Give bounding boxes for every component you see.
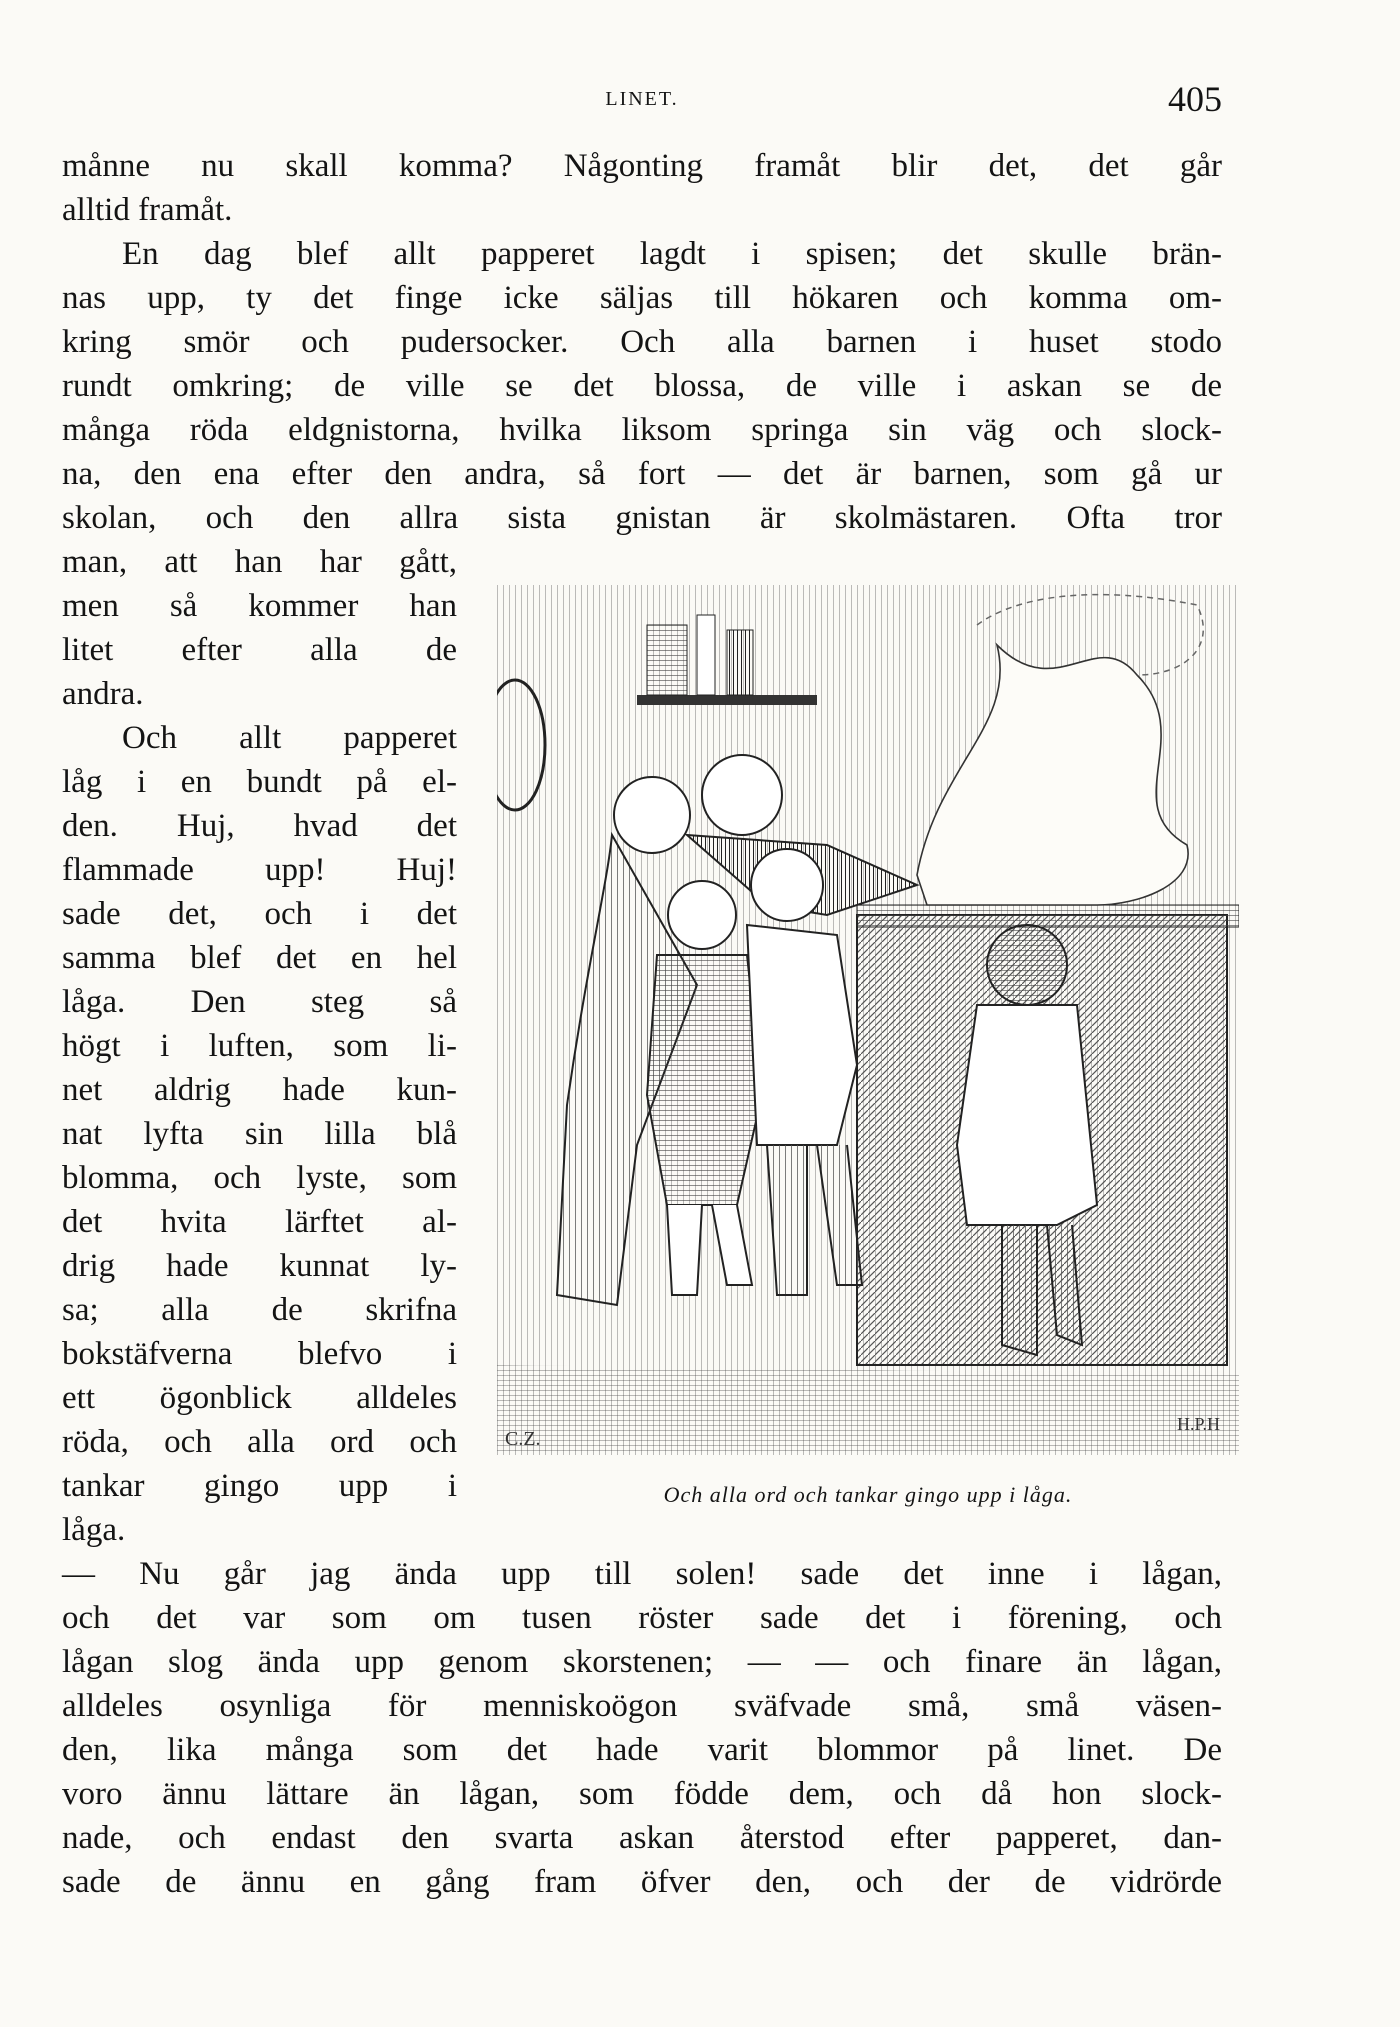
illustration-caption: Och alla ord och tankar gingo upp i låga.	[663, 1482, 1073, 1507]
text-line: låga. Den steg så	[62, 984, 457, 1020]
text-line: sade de ännu en gång fram öfver den, och der de vidrörde	[62, 1864, 1222, 1900]
text-line: andra.	[62, 676, 144, 712]
text-line: många röda eldgnistorna, hvilka liksom springa sin väg och slock-	[62, 412, 1222, 448]
text-line: net aldrig hade kun-	[62, 1072, 457, 1108]
text-line: alltid framåt.	[62, 192, 233, 228]
text-line: men så kommer han	[62, 588, 457, 624]
text-line: nat lyfta sin lilla blå	[62, 1116, 457, 1152]
page-header	[62, 79, 1222, 122]
page-number: 405	[1168, 79, 1222, 119]
text-line: na, den ena efter den andra, så fort — det är barnen, som gå ur	[62, 456, 1222, 492]
bottle	[727, 630, 753, 695]
shelf	[637, 695, 817, 705]
text-line: rundt omkring; de ville se det blossa, de ville i askan se de	[62, 368, 1222, 404]
artist-signature-left: C.Z.	[505, 1428, 541, 1450]
text-line: låg i en bundt på el-	[62, 764, 457, 800]
text-line: sade det, och i det	[62, 896, 457, 932]
text-line: månne nu skall komma? Någonting framåt blir det, det går	[62, 148, 1222, 184]
text-line: man, att han har gått,	[62, 544, 457, 580]
text-line: sa; alla de skrifna	[62, 1292, 457, 1328]
text-line: högt i luften, som li-	[62, 1028, 457, 1064]
text-line: den, lika många som det hade varit blommor på linet. De	[62, 1732, 1222, 1768]
text-line: alldeles osynliga för menniskoögon sväfvade små, små väsen-	[62, 1688, 1222, 1724]
text-line: drig hade kunnat ly-	[62, 1248, 457, 1284]
text-line: ett ögonblick alldeles	[62, 1380, 457, 1416]
artist-signature-right: H.P.H	[1177, 1414, 1221, 1434]
text-line: — Nu går jag ända upp till solen! sade det inne i lågan,	[62, 1556, 1222, 1592]
text-line: och det var som om tusen röster sade det i förening, och	[62, 1600, 1222, 1636]
bottle	[697, 615, 715, 695]
text-line: voro ännu lättare än lågan, som födde dem, och då hon slock-	[62, 1776, 1222, 1812]
text-line: kring smör och pudersocker. Och alla barnen i huset stodo	[62, 324, 1222, 360]
floor	[497, 1365, 1239, 1455]
text-line: bokstäfverna blefvo i	[62, 1336, 457, 1372]
text-line: blomma, och lyste, som	[62, 1160, 457, 1196]
text-line: röda, och alla ord och	[62, 1424, 457, 1460]
text-line: nas upp, ty det finge icke säljas till hökaren och komma om-	[62, 280, 1222, 316]
text-line: litet efter alla de	[62, 632, 457, 668]
text-line: samma blef det en hel	[62, 940, 457, 976]
text-line: skolan, och den allra sista gnistan är skolmästaren. Ofta tror	[62, 500, 1222, 536]
running-title: LINET.	[605, 88, 679, 110]
text-line: nade, och endast den svarta askan återstod efter papperet, dan-	[62, 1820, 1222, 1856]
text-line: låga.	[62, 1512, 126, 1548]
jar	[647, 625, 687, 695]
text-line: Och allt papperet	[122, 720, 457, 756]
engraving-illustration	[497, 585, 1239, 1455]
stove-top	[857, 905, 1239, 927]
text-line: lågan slog ända upp genom skorstenen; — — och finare än lågan,	[62, 1644, 1222, 1680]
text-line: En dag blef allt papperet lagdt i spisen; det skulle brän-	[122, 236, 1222, 272]
text-line: tankar gingo upp i	[62, 1468, 457, 1504]
text-line: det hvita lärftet al-	[62, 1204, 457, 1240]
text-line: den. Huj, hvad det	[62, 808, 457, 844]
text-line: flammade upp! Huj!	[62, 852, 457, 888]
